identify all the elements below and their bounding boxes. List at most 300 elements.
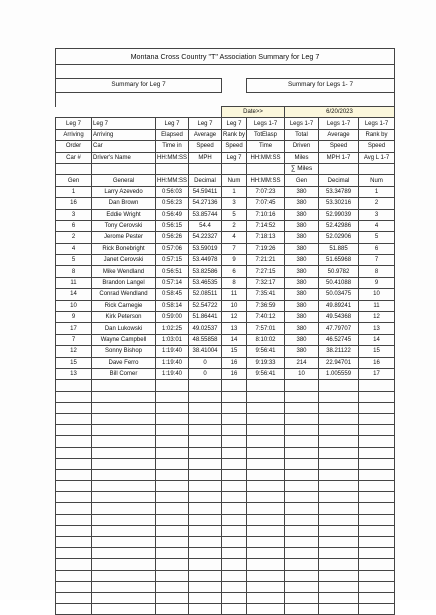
blank-row (56, 481, 395, 492)
table-cell: 9:56:41 (247, 346, 285, 357)
table-cell: 6 (359, 243, 395, 254)
table-cell: 0:56:51 (156, 266, 189, 277)
table-cell: Janet Cerovski (92, 255, 156, 266)
table-cell: 1 (359, 186, 395, 197)
table-cell: 10 (359, 289, 395, 300)
table-cell: 7:18:13 (247, 232, 285, 243)
empty-cell (189, 402, 222, 413)
empty-cell (92, 525, 156, 536)
header-cell: MPH (189, 152, 222, 163)
header-cell: Miles (285, 152, 319, 163)
empty-cell (156, 447, 189, 458)
summary-header-row (56, 79, 395, 93)
table-cell: 0:56:03 (156, 186, 189, 197)
spacer-row-2 (56, 93, 395, 107)
table-cell: 52.08511 (189, 289, 222, 300)
table-cell: 1:19:40 (156, 357, 189, 368)
table-cell: 53.85744 (189, 209, 222, 220)
empty-cell (92, 492, 156, 503)
table-cell: 7:21:21 (247, 255, 285, 266)
table-cell: 3 (222, 198, 247, 209)
table-cell: Brandon Langel (92, 277, 156, 288)
table-cell: 9 (56, 312, 92, 323)
table-cell: 50.41088 (319, 277, 359, 288)
table-cell: 7:40:12 (247, 312, 285, 323)
header-cell: HH:MM:SS (156, 152, 189, 163)
empty-cell (222, 402, 247, 413)
empty-cell (222, 503, 247, 514)
empty-cell (359, 514, 395, 525)
header-cell: Average (189, 129, 222, 140)
header-cell: Decimal (189, 175, 222, 186)
empty-cell (92, 413, 156, 424)
empty-cell (92, 592, 156, 603)
table-cell: Larry Azevedo (92, 186, 156, 197)
empty-cell (92, 402, 156, 413)
empty-cell (247, 592, 285, 603)
header-cell (92, 163, 156, 174)
empty-cell (285, 413, 319, 424)
table-cell: 11 (56, 277, 92, 288)
empty-cell (285, 481, 319, 492)
empty-cell (92, 425, 156, 436)
empty-cell (156, 592, 189, 603)
header-cell: Rank by (359, 129, 395, 140)
empty-cell (247, 514, 285, 525)
blank-row (56, 514, 395, 525)
empty-cell (247, 425, 285, 436)
empty-cell (247, 391, 285, 402)
empty-cell (247, 604, 285, 615)
empty-cell (222, 604, 247, 615)
header-cell: Order (56, 141, 92, 152)
empty-cell (92, 469, 156, 480)
empty-cell (189, 447, 222, 458)
blank-row (56, 402, 395, 413)
table-cell: 51.65968 (319, 255, 359, 266)
table-cell: 16 (222, 368, 247, 379)
empty-cell (247, 481, 285, 492)
header-cell: Car # (56, 152, 92, 163)
table-cell: 38.41004 (189, 346, 222, 357)
empty-cell (189, 559, 222, 570)
empty-cell (359, 559, 395, 570)
empty-cell (359, 402, 395, 413)
header-cell (359, 163, 395, 174)
table-cell: 53.30216 (319, 198, 359, 209)
empty-cell (56, 514, 92, 525)
table-cell: 16 (222, 357, 247, 368)
table-cell: 7:14:52 (247, 220, 285, 231)
table-cell: Wayne Campbell (92, 334, 156, 345)
empty-cell (247, 503, 285, 514)
table-cell: 2 (359, 198, 395, 209)
table-cell: 0:56:26 (156, 232, 189, 243)
empty-cell (319, 413, 359, 424)
empty-cell (359, 413, 395, 424)
table-row (56, 289, 395, 300)
header-cell: Leg 7 (222, 152, 247, 163)
table-cell: 1:19:40 (156, 368, 189, 379)
empty-cell (156, 436, 189, 447)
table-cell: 49.89241 (319, 300, 359, 311)
table-cell: 380 (285, 220, 319, 231)
table-cell: 1:03:01 (156, 334, 189, 345)
empty-cell (189, 469, 222, 480)
empty-cell (247, 458, 285, 469)
empty-cell (285, 492, 319, 503)
table-cell: 7:27:15 (247, 266, 285, 277)
table-cell: 52.02906 (319, 232, 359, 243)
empty-cell (285, 436, 319, 447)
empty-cell (359, 380, 395, 391)
table-cell: 5 (359, 232, 395, 243)
header-cell: Car (92, 141, 156, 152)
table-cell: 0 (189, 368, 222, 379)
table-cell: 4 (222, 232, 247, 243)
empty-cell (319, 481, 359, 492)
header-cell: Arriving (92, 129, 156, 140)
table-cell: Dave Ferro (92, 357, 156, 368)
table-cell: 15 (222, 346, 247, 357)
table-cell: 3 (56, 209, 92, 220)
empty-cell (285, 548, 319, 559)
empty-cell (359, 436, 395, 447)
empty-cell (189, 514, 222, 525)
empty-cell (319, 492, 359, 503)
table-cell: Mike Wendland (92, 266, 156, 277)
empty-cell (92, 481, 156, 492)
empty-cell (189, 548, 222, 559)
table-cell: Eddie Wright (92, 209, 156, 220)
table-cell: 9 (222, 255, 247, 266)
header-cell: Decimal (319, 175, 359, 186)
table-cell: 7:10:16 (247, 209, 285, 220)
empty-cell (319, 592, 359, 603)
table-cell: 9:19:33 (247, 357, 285, 368)
empty-cell (56, 548, 92, 559)
table-cell: 17 (359, 368, 395, 379)
empty-cell (319, 391, 359, 402)
sheet-title: Montana Cross Country "T" Association Summary for Leg 7 (56, 49, 395, 65)
empty-cell (56, 537, 92, 548)
table-cell: 4 (56, 243, 92, 254)
empty-cell (247, 525, 285, 536)
table-cell: 3 (359, 209, 395, 220)
empty-cell (285, 525, 319, 536)
table-cell: 7:57:01 (247, 323, 285, 334)
table-cell: 51.86441 (189, 312, 222, 323)
empty-cell (56, 592, 92, 603)
spacer-row (56, 65, 395, 79)
table-cell: 53.44978 (189, 255, 222, 266)
blank-row (56, 570, 395, 581)
empty-cell (247, 402, 285, 413)
empty-cell (56, 503, 92, 514)
table-cell: 7:07:23 (247, 186, 285, 197)
empty-cell (247, 537, 285, 548)
table-cell: 8 (222, 277, 247, 288)
empty-cell (189, 391, 222, 402)
table-cell: 0:56:23 (156, 198, 189, 209)
table-cell: 13 (359, 323, 395, 334)
summary-legs-label: Summary for Legs 1- 7 (247, 79, 395, 93)
table-cell: 16 (56, 198, 92, 209)
empty-cell (156, 469, 189, 480)
empty-cell (56, 525, 92, 536)
table-cell: 54.27136 (189, 198, 222, 209)
empty-cell (156, 537, 189, 548)
header-cell: Driver's Name (92, 152, 156, 163)
empty-cell (189, 425, 222, 436)
table-cell: Bill Comer (92, 368, 156, 379)
empty-cell (247, 570, 285, 581)
table-body (56, 49, 395, 615)
table-cell: 13 (222, 323, 247, 334)
empty-cell (319, 503, 359, 514)
empty-cell (56, 413, 92, 424)
table-cell: 380 (285, 209, 319, 220)
empty-cell (56, 604, 92, 615)
table-cell: 16 (359, 357, 395, 368)
empty-cell (189, 413, 222, 424)
header-cell: Driven (285, 141, 319, 152)
table-cell: 9 (359, 277, 395, 288)
empty-cell (56, 447, 92, 458)
table-cell: Conrad Wendland (92, 289, 156, 300)
empty-cell (156, 481, 189, 492)
empty-cell (247, 436, 285, 447)
table-cell: 380 (285, 289, 319, 300)
table-cell: 7:32:17 (247, 277, 285, 288)
empty-cell (359, 503, 395, 514)
empty-cell (156, 581, 189, 592)
header-cell: Legs 1-7 (319, 118, 359, 129)
empty-cell (92, 380, 156, 391)
empty-cell (156, 458, 189, 469)
table-cell: 380 (285, 232, 319, 243)
table-cell: 1 (222, 186, 247, 197)
header-cell (156, 163, 189, 174)
table-cell: 0:56:15 (156, 220, 189, 231)
empty-cell (247, 581, 285, 592)
empty-cell (222, 559, 247, 570)
empty-cell (319, 581, 359, 592)
empty-cell (319, 469, 359, 480)
table-cell: 15 (359, 346, 395, 357)
table-cell: 11 (222, 289, 247, 300)
empty-cell (156, 548, 189, 559)
header-row1 (56, 118, 395, 129)
empty-cell (359, 469, 395, 480)
table-cell: 2 (56, 232, 92, 243)
table-cell: 12 (359, 312, 395, 323)
table-cell: 6 (222, 266, 247, 277)
blank-row (56, 425, 395, 436)
empty-cell (222, 514, 247, 525)
header-cell (247, 163, 285, 174)
table-cell: Rick Carnegie (92, 300, 156, 311)
header-cell: HH:MM:SS (156, 175, 189, 186)
empty-cell (156, 425, 189, 436)
date-row (56, 107, 395, 118)
empty-cell (92, 458, 156, 469)
empty-cell (285, 402, 319, 413)
table-cell: 0 (189, 357, 222, 368)
empty-cell (222, 436, 247, 447)
empty-cell (222, 469, 247, 480)
table-cell: 48.55858 (189, 334, 222, 345)
empty-cell (189, 492, 222, 503)
empty-cell (285, 537, 319, 548)
empty-cell (222, 481, 247, 492)
header-cell: Leg 7 (222, 118, 247, 129)
header-cell: Gen (56, 175, 92, 186)
empty-cell (247, 548, 285, 559)
empty-cell (359, 604, 395, 615)
empty-cell (319, 525, 359, 536)
empty-cell (285, 503, 319, 514)
table-cell: 12 (222, 312, 247, 323)
header-row3 (56, 141, 395, 152)
table-cell: Dan Lukowski (92, 323, 156, 334)
empty-cell (359, 581, 395, 592)
empty-cell (92, 391, 156, 402)
empty-cell (222, 525, 247, 536)
table-cell: 380 (285, 255, 319, 266)
empty-cell (319, 402, 359, 413)
table-cell: 54.4 (189, 220, 222, 231)
empty-cell (56, 581, 92, 592)
empty-cell (56, 380, 92, 391)
blank-row (56, 592, 395, 603)
header-cell: Elapsed (156, 129, 189, 140)
header-cell: Speed (189, 141, 222, 152)
table-cell: 14 (359, 334, 395, 345)
empty-cell (56, 481, 92, 492)
blank-row (56, 604, 395, 615)
header-cell (222, 163, 247, 174)
empty-cell (189, 436, 222, 447)
table-row (56, 266, 395, 277)
table-cell: Tony Cerovski (92, 220, 156, 231)
empty-cell (56, 425, 92, 436)
header-cell: Legs 1-7 (247, 118, 285, 129)
empty-cell (92, 514, 156, 525)
empty-cell (319, 436, 359, 447)
date-gap (56, 107, 222, 118)
empty-cell (189, 581, 222, 592)
empty-cell (222, 458, 247, 469)
empty-cell (156, 492, 189, 503)
empty-cell (222, 391, 247, 402)
table-row (56, 198, 395, 209)
table-cell: 52.54722 (189, 300, 222, 311)
empty-cell (156, 413, 189, 424)
empty-cell (92, 503, 156, 514)
table-cell: 380 (285, 346, 319, 357)
table-cell: 49.54368 (319, 312, 359, 323)
table-cell: 1 (56, 186, 92, 197)
empty-cell (92, 447, 156, 458)
empty-cell (92, 559, 156, 570)
table-cell: 50.9782 (319, 266, 359, 277)
table-cell: 214 (285, 357, 319, 368)
empty-cell (285, 604, 319, 615)
empty-cell (359, 525, 395, 536)
empty-cell (156, 391, 189, 402)
empty-cell (156, 503, 189, 514)
empty-cell (156, 402, 189, 413)
table-cell: 14 (222, 334, 247, 345)
header-cell: Avg L 1-7 (359, 152, 395, 163)
empty-cell (359, 458, 395, 469)
header-cell: Rank by (222, 129, 247, 140)
empty-cell (92, 436, 156, 447)
table-cell: 0:57:15 (156, 255, 189, 266)
blank-row (56, 380, 395, 391)
header-cell: Leg 7 (156, 118, 189, 129)
table-cell: 54.22327 (189, 232, 222, 243)
empty-cell (92, 537, 156, 548)
header-cell: Speed (319, 141, 359, 152)
table-row (56, 312, 395, 323)
header-row4 (56, 152, 395, 163)
table-cell: 0:57:14 (156, 277, 189, 288)
table-cell: Dan Brown (92, 198, 156, 209)
empty-cell (92, 604, 156, 615)
header-cell: Speed (359, 141, 395, 152)
empty-cell (189, 592, 222, 603)
table-cell: 50.03475 (319, 289, 359, 300)
table-cell: 380 (285, 334, 319, 345)
table-cell: 380 (285, 186, 319, 197)
empty-cell (189, 570, 222, 581)
summary-table (55, 48, 395, 615)
header-cell: Leg 7 (189, 118, 222, 129)
empty-cell (359, 447, 395, 458)
title-row (56, 49, 395, 65)
table-cell: Rick Bonebright (92, 243, 156, 254)
table-cell: 8 (359, 266, 395, 277)
header-cell: Leg 7 (92, 118, 156, 129)
empty-cell (189, 380, 222, 391)
empty-cell (56, 458, 92, 469)
table-cell: 1:19:40 (156, 346, 189, 357)
table-cell: 10 (285, 368, 319, 379)
empty-cell (189, 481, 222, 492)
empty-cell (359, 481, 395, 492)
blank-row (56, 548, 395, 559)
miles-symbol-row (56, 163, 395, 174)
empty-cell (56, 492, 92, 503)
header-cell: General (92, 175, 156, 186)
empty-cell (285, 570, 319, 581)
table-cell: Kirk Peterson (92, 312, 156, 323)
empty-cell (189, 458, 222, 469)
header-cell: HH:MM:SS (247, 152, 285, 163)
table-cell: 0:59:00 (156, 312, 189, 323)
header-cell: Average (319, 129, 359, 140)
empty-cell (56, 402, 92, 413)
empty-cell (189, 537, 222, 548)
summary-leg-label: Summary for Leg 7 (56, 79, 222, 93)
table-cell: 38.21122 (319, 346, 359, 357)
empty-cell (285, 514, 319, 525)
table-cell: 380 (285, 277, 319, 288)
empty-cell (319, 548, 359, 559)
table-row (56, 323, 395, 334)
